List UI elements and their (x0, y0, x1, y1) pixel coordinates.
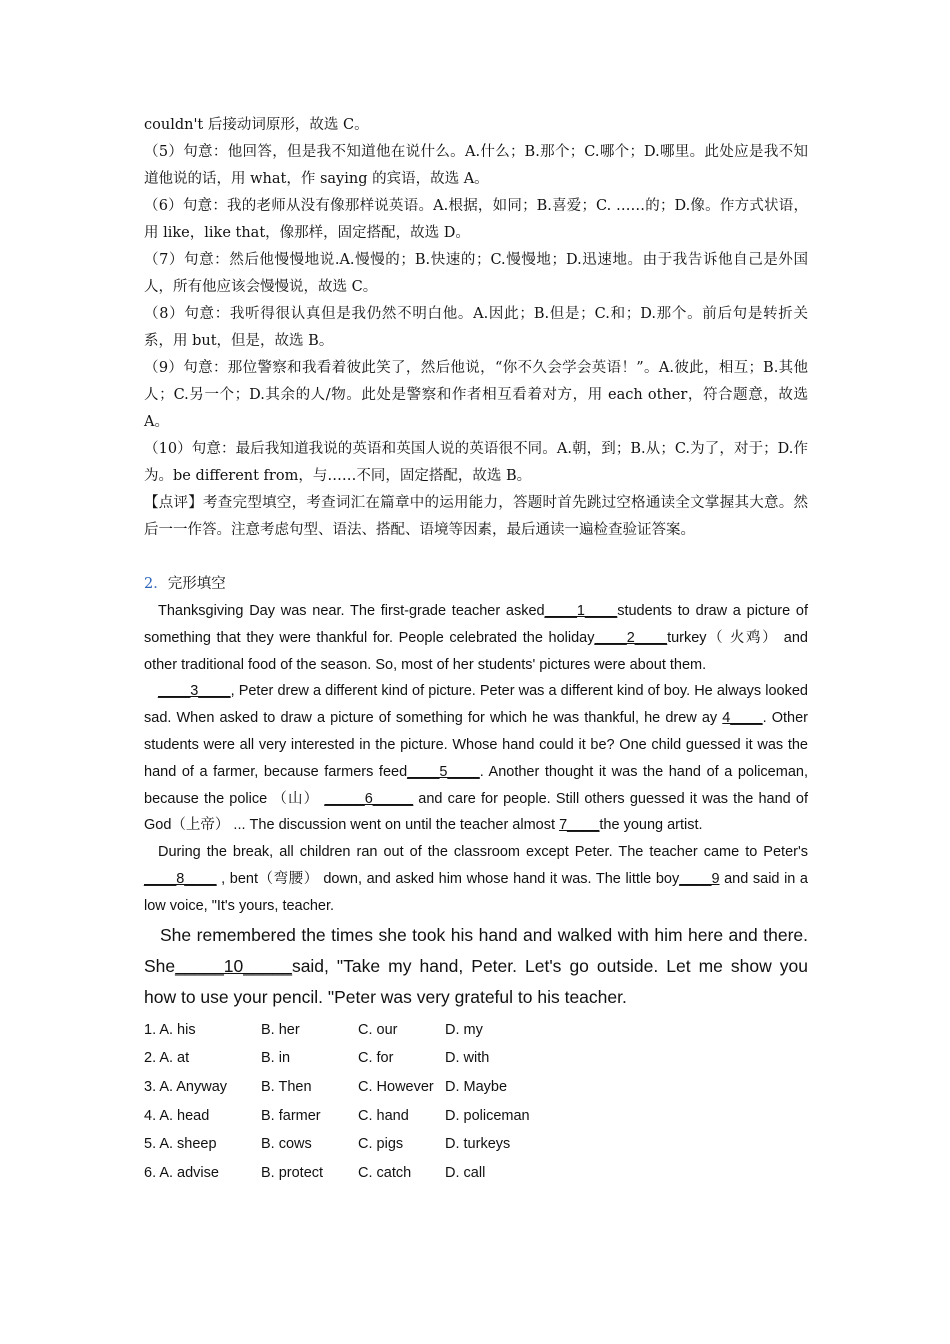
option-b: B. cows (261, 1136, 312, 1153)
blank-3: ____3____ (158, 683, 231, 700)
passage-text: . Another thought it was the hand of a policeman, because the police （山） (144, 763, 808, 807)
option-c: C. our (358, 1021, 398, 1038)
passage-text: turkey（ 火鸡） and other traditional food of the season. So, most of her students' pictures were about them. (144, 629, 808, 673)
passage-paragraph-2 (144, 678, 808, 839)
option-b: B. protect (261, 1164, 324, 1181)
explanation-9: （9）句意：那位警察和我看着彼此笑了，然后他说，“你不久会学会英语！”。A.彼此，相互；B.其他人；C.另一个；D.其余的人/物。此处是警察和作者相互看着对方，用 each other，符合题意，故选 A。 (144, 360, 808, 430)
blank-6: _____6_____ (324, 790, 414, 807)
passage-text: and care for people. Still others guessed it was the hand of God（上帝） ... The discussion went on until the teacher almost (144, 790, 809, 834)
document-page (144, 112, 808, 1187)
option-c: C. However (358, 1079, 434, 1096)
option-c: C. catch (358, 1164, 412, 1181)
passage-paragraph-4 (144, 920, 808, 1013)
option-d: D. turkeys (445, 1136, 511, 1153)
option-row-6 (144, 1159, 808, 1188)
passage-text: Thanksgiving Day was near. The first-grade teacher asked (158, 603, 545, 619)
blank-7: 7____ (559, 817, 600, 834)
option-b: B. farmer (261, 1107, 321, 1124)
blank-1: ____1____ (544, 603, 618, 619)
explanation-5: （5）句意：他回答，但是我不知道他在说什么。A.什么；B.那个；C.哪个；D.哪里。此处应是我不知道他说的话，用 what，作 saying 的宾语，故选 A。 (144, 144, 808, 187)
section-title: 完形填空 (167, 576, 226, 592)
passage-text: , bent（弯腰） down, and asked him whose hand it was. The little boy (216, 870, 680, 887)
option-d: D. my (445, 1021, 483, 1038)
option-row-1 (144, 1016, 808, 1045)
explanation-7: （7）句意：然后他慢慢地说.A.慢慢的；B.快速的；C.慢慢地；D.迅速地。由于我告诉他自己是外国人，所有他应该会慢慢说，故选 C。 (144, 252, 808, 295)
passage-text: . Other students were all very interested in the picture. Whose hand could it be? One child guessed it was the hand of a farmer, because farmers feed (144, 710, 808, 780)
options-list (144, 1016, 808, 1188)
passage-text: the young artist. (599, 817, 703, 834)
passage-text: During the break, all children ran out of the classroom except Peter. The teacher came to Peter's (158, 844, 808, 861)
passage-text: said, "Take my hand, Peter. Let's go outside. Let me show you how to use your pencil. "Peter was very grateful to his teacher. (144, 955, 808, 1007)
option-row-5 (144, 1130, 808, 1159)
review-comment: 【点评】考查完型填空，考查词汇在篇章中的运用能力，答题时首先跳过空格通读全文掌握其大意。然后一一作答。注意考虑句型、语法、搭配、语境等因素，最后通读一遍检查验证答案。 (144, 495, 808, 538)
option-a: 1. A. his (144, 1021, 196, 1038)
option-a: 3. A. Anyway (144, 1079, 228, 1096)
option-b: B. in (261, 1050, 291, 1067)
option-d: D. call (445, 1164, 486, 1181)
explanation-6: （6）句意：我的老师从没有像那样说英语。A.根据，如同；B.喜爱；C. ……的；D.像。作方式状语，用 like，like that，像那样，固定搭配，故选 D。 (144, 198, 808, 241)
option-a: 2. A. at (144, 1050, 190, 1067)
passage-paragraph-3 (144, 839, 808, 919)
explanation-line-4-end: couldn't 后接动词原形，故选 C。 (144, 117, 369, 133)
option-d: D. Maybe (445, 1079, 508, 1096)
explanation-8: （8）句意：我听得很认真但是我仍然不明白他。A.因此；B.但是；C.和；D.那个。前后句是转折关系，用 but，但是，故选 B。 (144, 306, 808, 349)
option-a: 5. A. sheep (144, 1136, 217, 1153)
blank-8: ____8____ (144, 870, 217, 887)
option-c: C. for (358, 1050, 394, 1067)
blank-4: 4____ (722, 710, 763, 727)
option-a: 4. A. head (144, 1107, 210, 1124)
option-c: C. pigs (358, 1136, 404, 1153)
blank-9: ____9 (679, 870, 720, 887)
option-d: D. with (445, 1050, 490, 1067)
option-row-4 (144, 1101, 808, 1130)
option-d: D. policeman (445, 1107, 530, 1124)
passage-text: , Peter drew a different kind of picture. Peter was a different kind of boy. He always looked sad. When asked to draw a picture of something for which he was thankful, he drew ay (144, 683, 808, 727)
option-a: 6. A. advise (144, 1164, 219, 1181)
section-number: 2． (144, 576, 168, 592)
explanation-10: （10）句意：最后我知道我说的英语和英国人说的英语很不同。A.朝，到；B.从；C.为了，对于；D.作为。be different from，与……不同，固定搭配，故选 B。 (144, 441, 808, 484)
option-row-3 (144, 1073, 808, 1102)
option-c: C. hand (358, 1107, 409, 1124)
option-b: B. Then (261, 1079, 312, 1096)
option-b: B. her (261, 1021, 300, 1038)
blank-10: _____10_____ (175, 955, 292, 976)
section-heading (144, 571, 808, 598)
option-row-2 (144, 1044, 808, 1073)
passage-text: She remembered the times she took his hand and walked with him here and there. She (144, 924, 808, 976)
passage-text: students to draw a picture of something that they were thankful for. People celebrated the holiday (144, 603, 809, 646)
passage-text: and said in a low voice, "It's yours, teacher. (144, 870, 808, 914)
blank-5: ____5____ (407, 763, 480, 780)
blank-2: ____2____ (594, 629, 668, 646)
passage-paragraph-1 (144, 598, 808, 678)
